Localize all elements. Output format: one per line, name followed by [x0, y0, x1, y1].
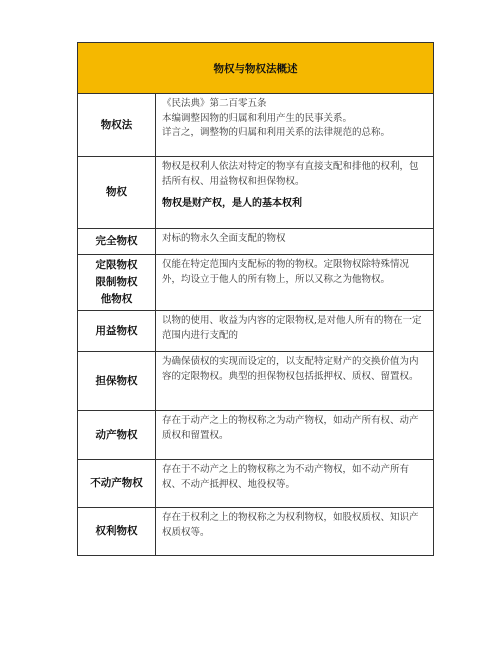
- definition-line: 对标的物永久全面支配的物权: [162, 233, 286, 244]
- table-row: [78, 157, 433, 229]
- table-row: [78, 411, 433, 460]
- term-cell: 定限物权 限制物权 他物权: [78, 255, 156, 310]
- definition-cell: [156, 255, 433, 310]
- definition-cell: [156, 508, 433, 555]
- definition-cell: [156, 352, 433, 410]
- term-cell: 完全物权: [78, 229, 156, 254]
- definition-line: 存在于动产之上的物权称之为动产物权，如动产所有权、动产质权和留置权。: [162, 415, 419, 441]
- term-cell: 不动产物权: [78, 460, 156, 507]
- definition-line: 以物的使用、收益为内容的定限物权,是对他人所有的物在一定范围内进行支配的: [162, 315, 422, 341]
- definition-line: 《民法典》第二百零五条: [162, 98, 267, 109]
- term-cell: 物权法: [78, 94, 156, 156]
- term-cell: 物权: [78, 157, 156, 228]
- definition-line: 详言之，调整物的归属和利用关系的法律规范的总称。: [162, 127, 391, 138]
- definition-line: 存在于不动产之上的物权称之为不动产物权，如不动产所有权、不动产抵押权、地役权等。: [162, 464, 410, 490]
- table-row: [78, 460, 433, 508]
- definition-line: 为确保债权的实现而设定的，以支配特定财产的交换价值为内容的定限物权。典型的担保物权包括抵押权、质权、留置权。: [162, 356, 419, 382]
- table-row: [78, 311, 433, 352]
- term-cell: 动产物权: [78, 411, 156, 459]
- definition-cell: [156, 311, 433, 351]
- table-row: [78, 94, 433, 157]
- term-cell: 用益物权: [78, 311, 156, 351]
- table-row: [78, 255, 433, 311]
- table-row: [78, 352, 433, 411]
- definition-line: 本编调整因物的归属和利用产生的民事关系。: [162, 112, 353, 124]
- definition-line: 仅能在特定范围内支配标的物的物权。定限物权除特殊情况外，均设立于他人的所有物上，所以又称之为他物权。: [162, 259, 410, 285]
- term-cell: 担保物权: [78, 352, 156, 410]
- concept-table: [77, 42, 434, 556]
- definition-cell: [156, 460, 433, 507]
- term-cell: 权利物权: [78, 508, 156, 555]
- definition-cell: [156, 157, 433, 228]
- table-title: 物权与物权法概述: [78, 43, 433, 94]
- definition-cell: [156, 229, 433, 254]
- definition-line: 物权是权利人依法对特定的物享有直接支配和排他的权利，包括所有权、用益物权和担保物权。: [162, 161, 419, 187]
- table-row: [78, 508, 433, 555]
- definition-cell: [156, 411, 433, 459]
- table-row: [78, 229, 433, 255]
- definition-cell: [156, 94, 433, 156]
- emphasis-line: 物权是财产权，是人的基本权利: [162, 198, 302, 209]
- definition-line: 存在于权利之上的物权称之为权利物权，如股权质权、知识产权质权等。: [162, 512, 419, 538]
